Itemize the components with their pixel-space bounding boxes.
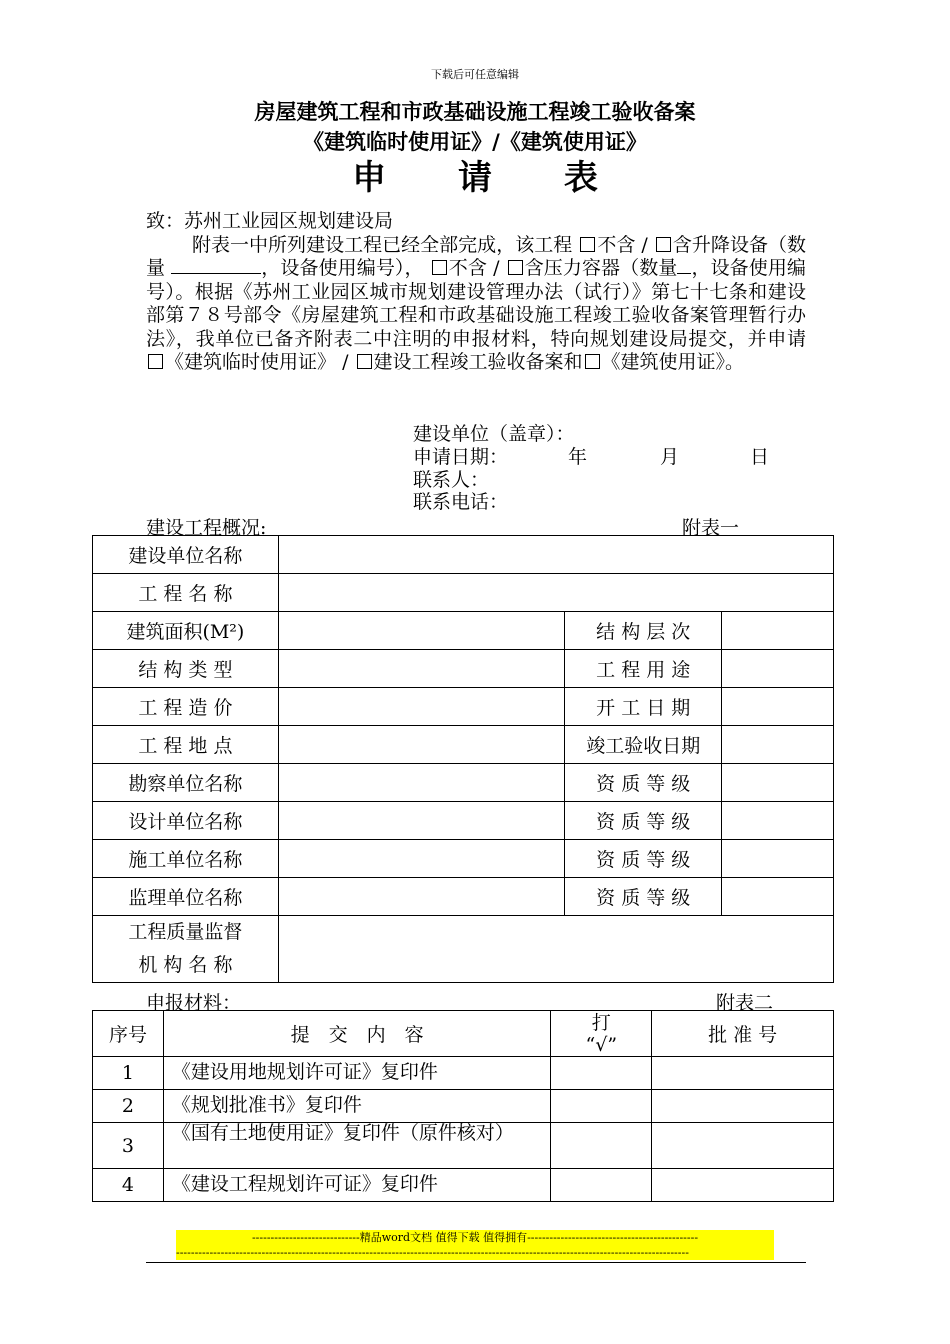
slash-3: / [342,351,349,373]
checkbox-cert[interactable] [585,354,600,369]
sign-contact: 联系人： [413,469,490,491]
quality-agency-line-2: 机 构 名 称 [138,954,233,976]
footer-rule [146,1262,806,1263]
row-2-no: 2 [93,1090,164,1123]
unit-name-label: 建设单位名称 [93,536,279,574]
row-1-content: 《建设用地规划许可证》复印件 [163,1057,550,1090]
section1-title: 建设工程概况: [146,517,267,539]
close-paren: ）， [394,257,424,279]
pressure-tail: ，设备使用编号 [146,257,806,303]
pressure-count-field[interactable] [677,259,691,274]
letter-body [146,210,806,375]
section2-tag: 附表二 [716,992,774,1014]
checkbox-no-pressure[interactable] [432,260,447,275]
letter-end: 。 [725,351,745,373]
area-field[interactable] [278,612,565,650]
title-line-3: 申 请 表 [352,158,628,198]
opt-record-label: 建设工程竣工验收备案和 [373,351,583,373]
design-unit-label: 设计单位名称 [93,802,279,840]
title-line-2: 《建筑临时使用证》/《建筑使用证》 [303,130,647,154]
design-unit-field[interactable] [278,802,565,840]
opt-no-pressure-label: 不含 [448,257,487,279]
row-4-no: 4 [93,1169,164,1202]
usage-field[interactable] [722,650,834,688]
slash-1: / [641,233,648,256]
construct-qualification-label: 资 质 等 级 [565,840,722,878]
opt-no-lift-label: 不含 [597,233,636,256]
project-name-label: 工 程 名 称 [93,574,279,612]
floors-label: 结 构 层 次 [565,612,722,650]
row-2-approval[interactable] [652,1090,834,1123]
footer-banner-line-2: ------------------------------------------------------------------------------------------------------------------------------------------ [176,1245,774,1260]
opt-pressure-label: 含压力容器（数量 [524,257,678,279]
design-qualification-label: 资 质 等 级 [565,802,722,840]
slash-2: / [493,257,500,279]
quality-agency-field[interactable] [278,916,833,983]
row-3-check[interactable] [551,1123,652,1169]
construct-unit-label: 施工单位名称 [93,840,279,878]
structure-type-label: 结 构 类 型 [93,650,279,688]
area-label: 建筑面积(M²) [93,612,279,650]
location-label: 工 程 地 点 [93,726,279,764]
row-1-approval[interactable] [652,1057,834,1090]
start-date-field[interactable] [722,688,834,726]
sign-day: 日 [750,446,770,468]
row-2-check[interactable] [551,1090,652,1123]
footer-banner-line-1: -----------------------------精品word文档 值得下载 值得拥有---------------------------------------------- [176,1230,774,1245]
checkbox-temp-cert[interactable] [148,354,163,369]
sign-unit: 建设单位（盖章）： [413,423,575,445]
row-1-check[interactable] [551,1057,652,1090]
section2-title: 申报材料： [146,992,242,1014]
row-3-no: 3 [93,1123,164,1169]
unit-name-field[interactable] [278,536,833,574]
row-1-no: 1 [93,1057,164,1090]
checkbox-lift[interactable] [656,237,671,252]
survey-unit-label: 勘察单位名称 [93,764,279,802]
checkbox-pressure[interactable] [508,260,523,275]
project-name-field[interactable] [278,574,833,612]
checkbox-no-lift[interactable] [580,237,595,252]
section1-tag: 附表一 [682,517,740,539]
quality-agency-label [93,916,279,983]
opt-cert-label: 《建筑使用证》 [601,351,726,373]
row-2-content: 《规划批准书》复印件 [163,1090,550,1123]
cost-field[interactable] [278,688,565,726]
structure-type-field[interactable] [278,650,565,688]
sign-phone: 联系电话： [413,491,509,513]
materials-table [92,1010,834,1202]
supervise-unit-field[interactable] [278,878,565,916]
header-note: 下载后可任意编辑 [431,68,519,81]
location-field[interactable] [278,726,565,764]
quality-agency-line-1: 工程质量监督 [128,921,243,943]
header-content: 提 交 内 容 [163,1011,550,1057]
completion-date-field[interactable] [722,726,834,764]
row-3-approval[interactable] [652,1123,834,1169]
lift-tail: ，设备使用编号 [261,257,395,279]
cost-label: 工 程 造 价 [93,688,279,726]
design-qualification-field[interactable] [722,802,834,840]
header-check [551,1011,652,1057]
header-no: 序号 [93,1011,164,1057]
lift-count-field[interactable] [171,259,261,274]
opt-lift-label: 含升降设备（数量 [146,233,806,279]
checkbox-record[interactable] [357,354,372,369]
row-3-content: 《国有土地使用证》复印件（原件核对） [163,1123,550,1169]
sign-date-label: 申请日期： [413,446,509,468]
header-check-line-2: “√” [585,1033,618,1056]
construct-qualification-field[interactable] [722,840,834,878]
row-4-content: 《建设工程规划许可证》复印件 [163,1169,550,1202]
floors-field[interactable] [722,612,834,650]
header-approval: 批 准 号 [652,1011,834,1057]
letter-seg-2: ）。根据《苏州工业园区城市规划建设管理办法（试行）》第七十七条和建设部第７８号部令《房屋建筑工程和市政基础设施工程竣工验收备案管理暂行办法》，我单位已备齐附表二中注明的申报材料，特向规划建设局提交，并申请 [146,280,806,350]
project-overview-table [92,535,834,983]
sign-year: 年 [568,446,588,468]
opt-temp-cert-label: 《建筑临时使用证》 [165,351,337,373]
letter-seg-1: 附表一中所列建设工程已经全部完成，该工程 [192,233,573,256]
supervise-qualification-field[interactable] [722,878,834,916]
completion-date-label: 竣工验收日期 [565,726,722,764]
letter-recipient: 致：苏州工业园区规划建设局 [146,210,394,232]
survey-qualification-field[interactable] [722,764,834,802]
sign-month: 月 [660,446,680,468]
row-4-check[interactable] [551,1169,652,1202]
letter-paragraph [146,234,806,375]
construct-unit-field[interactable] [278,840,565,878]
supervise-unit-label: 监理单位名称 [93,878,279,916]
row-4-approval[interactable] [652,1169,834,1202]
start-date-label: 开 工 日 期 [565,688,722,726]
supervise-qualification-label: 资 质 等 级 [565,878,722,916]
survey-qualification-label: 资 质 等 级 [565,764,722,802]
header-check-line-1: 打 [591,1011,611,1034]
survey-unit-field[interactable] [278,764,565,802]
usage-label: 工 程 用 途 [565,650,722,688]
title-line-1: 房屋建筑工程和市政基础设施工程竣工验收备案 [254,100,696,124]
